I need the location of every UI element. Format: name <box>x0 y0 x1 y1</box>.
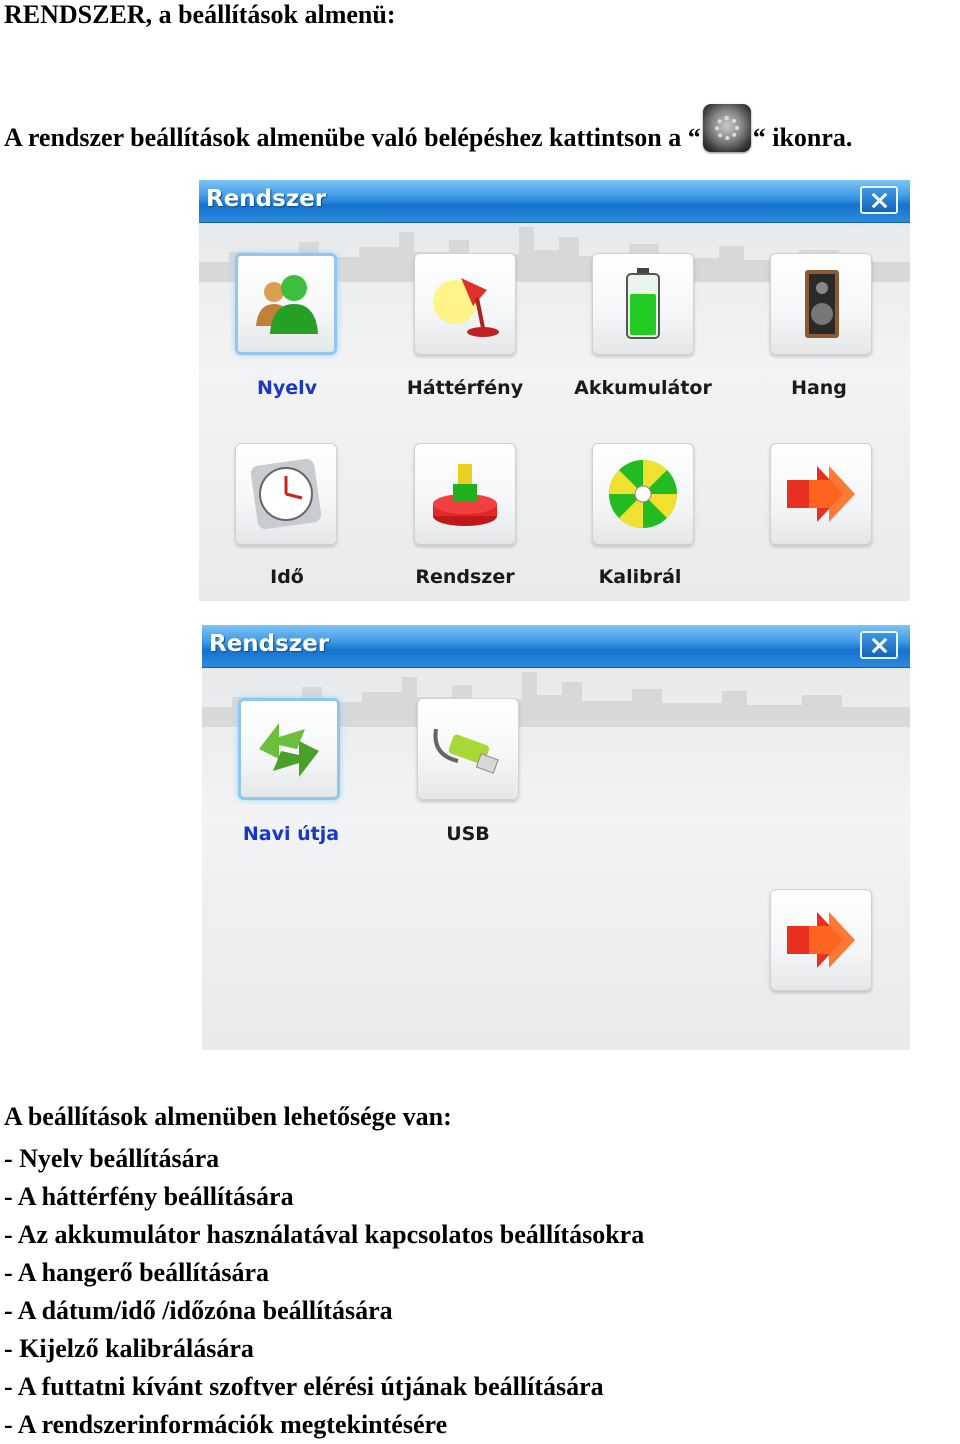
intro-text-after: “ ikonra. <box>752 123 853 152</box>
window-title: Rendszer <box>209 631 330 657</box>
list-item: - A hangerő beállítására <box>4 1258 270 1287</box>
system-menu-screen-page2 <box>202 625 910 1050</box>
hang-tile[interactable] <box>770 253 872 355</box>
list-item: - A rendszerinformációk megtekintésére <box>4 1410 448 1439</box>
kalibral-label: Kalibrál <box>598 566 682 588</box>
list-item: - A futtatni kívánt szoftver elérési útjának beállítására <box>4 1372 604 1401</box>
list-item: - Az akkumulátor használatával kapcsolatos beállításokra <box>4 1220 645 1249</box>
usb-icon <box>428 709 508 789</box>
navi-path-icon <box>249 709 329 789</box>
list-item: - Kijelző kalibrálására <box>4 1334 254 1363</box>
system-menu-screen-page1 <box>199 180 910 601</box>
hatterfeny-label: Háttérfény <box>406 377 524 399</box>
ido-label: Idő <box>270 566 304 588</box>
close-button[interactable] <box>860 186 898 214</box>
window-title: Rendszer <box>206 186 327 212</box>
system-icon <box>425 454 505 534</box>
next-page-tile[interactable] <box>770 443 872 545</box>
navi-utja-tile[interactable] <box>238 698 340 800</box>
battery-icon <box>603 264 683 344</box>
clock-icon <box>246 454 326 534</box>
nyelv-tile[interactable] <box>235 253 337 355</box>
feature-list <box>4 1140 644 1444</box>
settings-gear-icon <box>703 104 751 152</box>
rendszer-label: Rendszer <box>415 566 515 588</box>
hatterfeny-tile[interactable] <box>414 253 516 355</box>
intro-text-before: A rendszer beállítások almenübe való belépéshez kattintson a “ <box>4 123 701 152</box>
close-button[interactable] <box>860 631 898 659</box>
nyelv-label: Nyelv <box>256 377 318 399</box>
rendszer-tile[interactable] <box>414 443 516 545</box>
window-titlebar <box>199 180 910 223</box>
akkumulator-label: Akkumulátor <box>574 377 712 399</box>
list-item: - A háttérfény beállítására <box>4 1182 294 1211</box>
list-item: - A dátum/idő /időzóna beállítására <box>4 1296 393 1325</box>
features-title: A beállítások almenüben lehetősége van: <box>4 1102 452 1131</box>
speaker-icon <box>781 264 861 344</box>
window-titlebar <box>202 625 910 668</box>
hang-label: Hang <box>791 377 847 399</box>
next-page-tile[interactable] <box>770 889 872 991</box>
list-item: - Nyelv beállítására <box>4 1144 220 1173</box>
ido-tile[interactable] <box>235 443 337 545</box>
navi-utja-label: Navi útja <box>242 823 340 845</box>
lamp-icon <box>425 264 505 344</box>
intro-paragraph <box>4 104 852 153</box>
next-arrow-icon <box>781 900 861 980</box>
akkumulator-tile[interactable] <box>592 253 694 355</box>
users-icon <box>246 264 326 344</box>
kalibral-tile[interactable] <box>592 443 694 545</box>
doc-heading: RENDSZER, a beállítások almenü: <box>4 0 396 29</box>
calibrate-icon <box>603 454 683 534</box>
usb-label: USB <box>446 823 490 845</box>
next-arrow-icon <box>781 454 861 534</box>
usb-tile[interactable] <box>417 698 519 800</box>
